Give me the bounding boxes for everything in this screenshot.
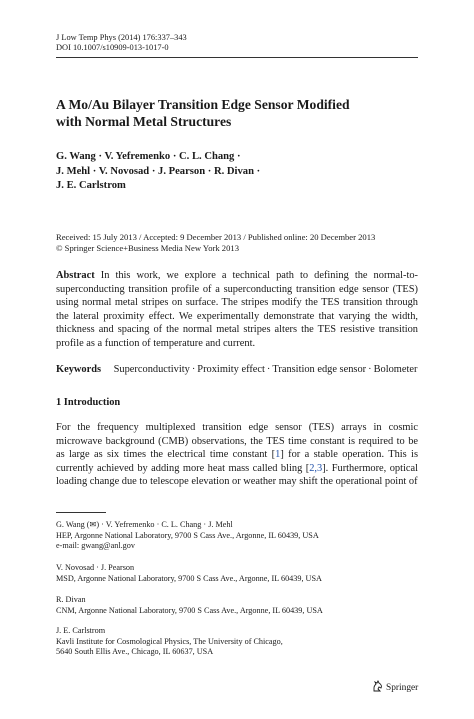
affiliation-names: R. Divan <box>56 595 86 604</box>
authors-line-3: J. E. Carlstrom <box>56 180 126 192</box>
abstract-text: In this work, we explore a technical path to defining the normal-to-superconducting transition profile of a superconducting transition edge sensor (TES) using normal metal stripes on surface. The stripes modify the TES transition through the lateral proximity effect. We experimentally demonstrate that varying the width, thickness and spacing of the normal metal stripes alters the TES resistive transition profile as a function of temperature and current. <box>56 270 418 349</box>
citation-link[interactable]: 1 <box>275 449 281 461</box>
received-dates: Received: 15 July 2013 / Accepted: 9 December 2013 / Published online: 20 December 2013 <box>56 232 376 242</box>
affiliation-address: Kavli Institute for Cosmological Physics, The University of Chicago, <box>56 636 283 646</box>
title-line-1: A Mo/Au Bilayer Transition Edge Sensor Modified <box>56 97 350 112</box>
keyword-separator: · <box>266 364 271 375</box>
affiliation-names: J. E. Carlstrom <box>56 626 106 635</box>
keyword: Proximity effect <box>197 364 265 375</box>
keyword: Bolometer <box>373 364 418 375</box>
intro-text: ]. Furthermore, optical loading change due to telescope elevation or weather may shift the operational point of <box>56 462 418 488</box>
footnote-rule <box>56 512 106 513</box>
citation-separator: , <box>314 462 318 474</box>
keywords-label: Keywords <box>56 364 102 375</box>
paper-title <box>56 96 418 130</box>
author-list <box>56 150 418 194</box>
copyright-notice: © Springer Science+Business Media New York 2013 <box>56 242 239 253</box>
authors-line-1: G. Wang · V. Yefremenko · C. L. Chang · <box>56 151 241 162</box>
springer-logo <box>372 680 418 695</box>
springer-knight-icon <box>372 680 383 695</box>
keyword-separator: · <box>191 364 196 375</box>
citation-link[interactable]: 3 <box>317 462 323 474</box>
affiliation-block <box>56 595 418 616</box>
affiliation-address: CNM, Argonne National Laboratory, 9700 S Cass Ave., Argonne, IL 60439, USA <box>56 605 323 615</box>
keywords <box>56 363 418 376</box>
affiliation-names: G. Wang (✉) · V. Yefremenko · C. L. Chang · J. Mehl <box>56 520 233 529</box>
citation-link[interactable]: 2 <box>309 462 315 474</box>
affiliation-email[interactable]: e-mail: gwang@anl.gov <box>56 541 135 551</box>
keyword: Transition edge sensor <box>272 364 367 375</box>
journal-citation: J Low Temp Phys (2014) 176:337–343 <box>56 33 187 42</box>
abstract <box>56 269 418 351</box>
publication-dates <box>56 232 418 254</box>
doi: DOI 10.1007/s10909-013-1017-0 <box>56 43 169 53</box>
header-rule <box>56 57 418 58</box>
introduction-paragraph <box>56 421 418 489</box>
authors-line-2: J. Mehl · V. Novosad · J. Pearson · R. Divan · <box>56 165 261 177</box>
affiliation-address: 5640 South Ellis Ave., Chicago, IL 60637, USA <box>56 647 214 657</box>
affiliation-block <box>56 563 418 584</box>
publisher-name: Springer <box>386 682 419 693</box>
intro-text: For the frequency multiplexed transition edge sensor (TES) arrays in cosmic microwave background (CMB) observations, the TES time constant is required to be as large as six times the electrical time constant [ <box>56 422 418 461</box>
title-line-2: with Normal Metal Structures <box>56 114 232 129</box>
affiliation-address: HEP, Argonne National Laboratory, 9700 S Cass Ave., Argonne, IL 60439, USA <box>56 530 319 540</box>
abstract-label: Abstract <box>56 270 95 281</box>
journal-header <box>56 33 187 54</box>
intro-text: ] for a stable operation. This is currently achieved by adding more heat mass called bling [ <box>56 449 418 474</box>
affiliation-names: V. Novosad · J. Pearson <box>56 563 135 572</box>
keyword: Superconductivity <box>113 364 190 375</box>
keyword-separator: · <box>368 364 372 375</box>
section-heading: 1 Introduction <box>56 397 121 408</box>
affiliation-block <box>56 520 418 552</box>
affiliation-block <box>56 626 418 658</box>
affiliation-address: MSD, Argonne National Laboratory, 9700 S Cass Ave., Argonne, IL 60439, USA <box>56 573 322 583</box>
